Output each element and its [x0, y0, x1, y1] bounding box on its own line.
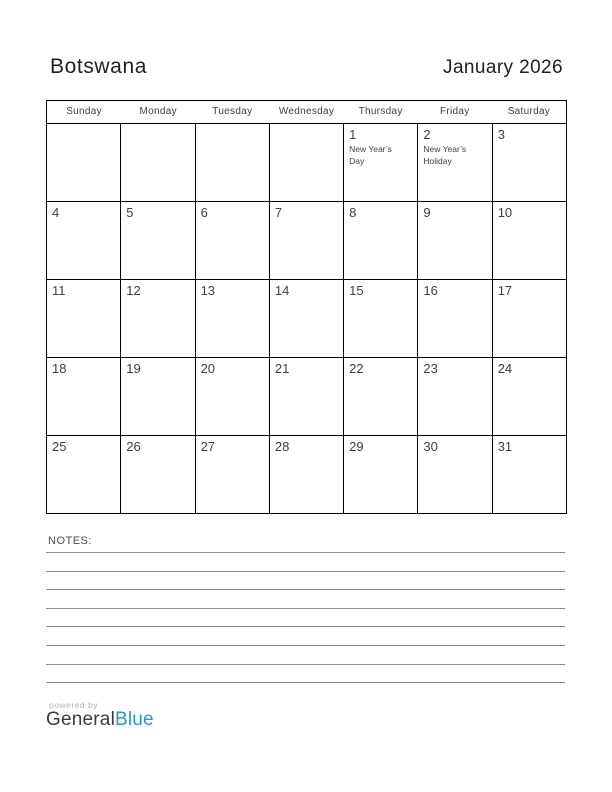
day-cell [196, 358, 270, 435]
day-cell [196, 280, 270, 357]
calendar-grid [46, 100, 567, 514]
day-cell [344, 124, 418, 201]
page-title-month-year: January 2026 [443, 57, 563, 78]
day-number: 19 [126, 361, 141, 376]
day-number: 5 [126, 205, 134, 220]
day-cell [493, 436, 566, 513]
brand-part: Blue [115, 709, 154, 730]
day-cell [493, 124, 566, 201]
day-number: 6 [200, 205, 208, 220]
day-number: 17 [497, 283, 513, 298]
page-title-country: Botswana [50, 55, 148, 78]
day-name: Tuesday [212, 106, 253, 117]
day-number: 26 [126, 439, 141, 454]
day-number: 7 [274, 205, 283, 220]
day-number: 28 [274, 439, 290, 454]
day-cell [418, 202, 492, 279]
calendar-header-row [47, 101, 566, 124]
day-cell [47, 124, 121, 201]
note-line [46, 626, 565, 627]
day-cell [121, 280, 195, 357]
day-cell [270, 358, 344, 435]
week-row [47, 124, 566, 202]
note-line [46, 589, 565, 590]
day-cell [47, 436, 121, 513]
note-line [46, 608, 565, 609]
day-cell [418, 280, 492, 357]
day-cell [493, 358, 566, 435]
day-number: 12 [126, 283, 141, 298]
day-number: 25 [52, 439, 67, 454]
calendar-weeks [47, 124, 566, 513]
day-number: 2 [423, 127, 431, 142]
day-cell [270, 124, 344, 201]
holiday-label: New Year’s Day [349, 144, 392, 166]
day-number: 27 [200, 439, 216, 454]
day-cell [121, 124, 195, 201]
day-name: Saturday [507, 106, 551, 117]
day-cell [270, 280, 344, 357]
day-cell [121, 436, 195, 513]
note-line [46, 571, 565, 572]
day-cell [270, 202, 344, 279]
day-name: Monday [139, 106, 177, 117]
day-number: 11 [52, 283, 66, 298]
day-number: 9 [423, 205, 431, 220]
day-number: 13 [200, 283, 216, 298]
day-number: 31 [497, 439, 513, 454]
day-cell [418, 358, 492, 435]
day-cell [418, 436, 492, 513]
day-number: 21 [274, 361, 290, 376]
day-name: Friday [439, 106, 470, 117]
day-number: 29 [349, 439, 364, 454]
brand-logo [46, 709, 154, 731]
day-cell [47, 358, 121, 435]
note-line [46, 664, 565, 665]
day-number: 18 [52, 361, 67, 376]
day-number: 24 [497, 361, 513, 376]
day-number: 15 [349, 283, 364, 298]
day-cell [47, 202, 121, 279]
note-line [46, 645, 565, 646]
day-name: Thursday [358, 106, 403, 117]
holiday-label: New Year’s Holiday [423, 144, 467, 166]
day-cell [121, 358, 195, 435]
week-row [47, 202, 566, 280]
day-cell [344, 436, 418, 513]
day-cell [196, 202, 270, 279]
day-cell [196, 436, 270, 513]
note-line [46, 682, 565, 683]
week-row [47, 436, 566, 513]
day-cell [47, 280, 121, 357]
day-number: 14 [274, 283, 290, 298]
day-cell [196, 124, 270, 201]
day-number: 1 [349, 127, 357, 142]
brand-part: General [46, 709, 115, 730]
day-number: 4 [52, 205, 60, 220]
notes-lines [46, 552, 565, 701]
notes-label: NOTES: [48, 535, 92, 547]
day-cell [121, 202, 195, 279]
day-number: 3 [497, 127, 505, 142]
note-line [46, 552, 565, 553]
day-cell [344, 358, 418, 435]
day-number: 30 [423, 439, 438, 454]
powered-by-text: powered by [49, 700, 98, 710]
day-cell [270, 436, 344, 513]
day-cell [493, 202, 566, 279]
day-cell [344, 280, 418, 357]
day-cell [418, 124, 492, 201]
day-cell [493, 280, 566, 357]
week-row [47, 280, 566, 358]
day-cell [344, 202, 418, 279]
day-name: Sunday [66, 106, 102, 117]
day-number: 10 [497, 205, 513, 220]
day-number: 22 [349, 361, 364, 376]
day-number: 16 [423, 283, 438, 298]
day-name: Wednesday [278, 106, 335, 117]
day-number: 8 [349, 205, 357, 220]
day-number: 23 [423, 361, 438, 376]
week-row [47, 358, 566, 436]
day-number: 20 [200, 361, 216, 376]
